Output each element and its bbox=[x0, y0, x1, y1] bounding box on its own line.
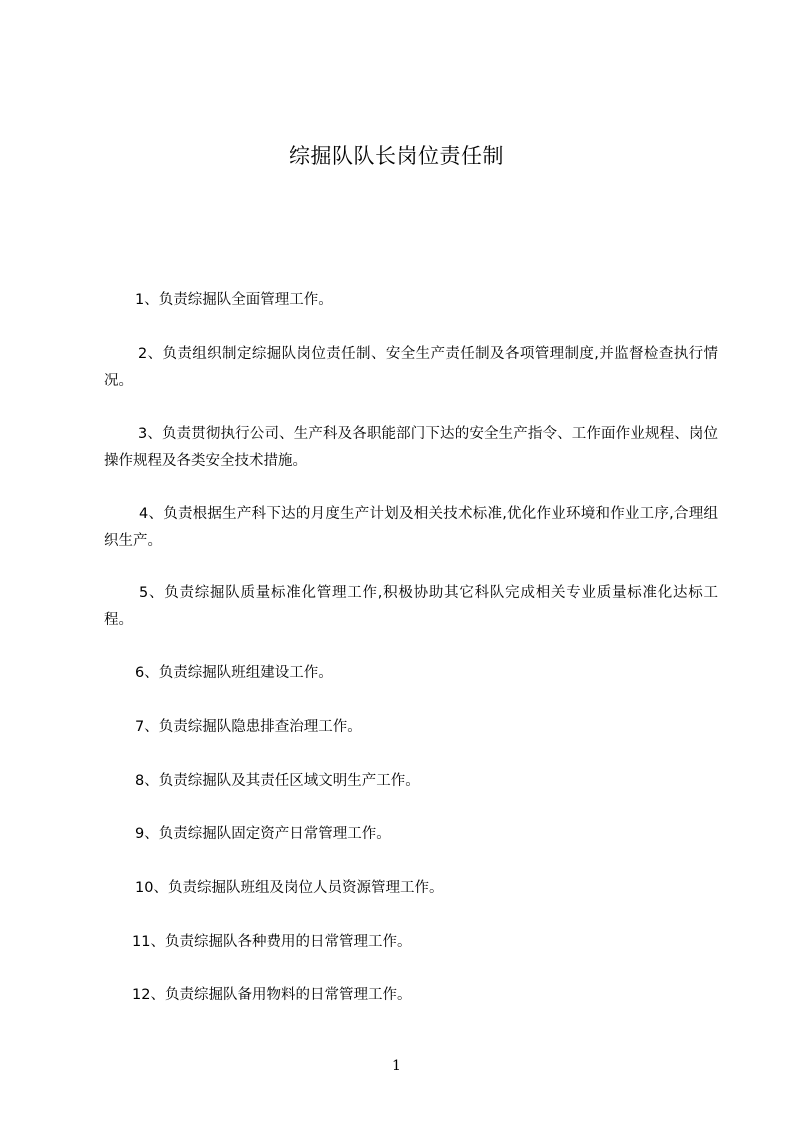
list-item: 1、负责综掘队全面管理工作。 bbox=[135, 292, 333, 308]
list-item: 8、负责综掘队及其责任区域文明生产工作。 bbox=[135, 773, 420, 789]
list-item: 6、负责综掘队班组建设工作。 bbox=[135, 665, 333, 681]
list-item: 5、负责综掘队质量标准化管理工作,积极协助其它科队完成相关专业质量标准化达标工程。 bbox=[104, 585, 718, 628]
list-item: 9、负责综掘队固定资产日常管理工作。 bbox=[135, 826, 391, 842]
list-item: 7、负责综掘队隐患排查治理工作。 bbox=[135, 719, 362, 735]
list-item: 10、负责综掘队班组及岗位人员资源管理工作。 bbox=[135, 880, 444, 896]
list-item: 2、负责组织制定综掘队岗位责任制、安全生产责任制及各项管理制度,并监督检查执行情况。 bbox=[104, 346, 718, 389]
list-item: 3、负责贯彻执行公司、生产科及各职能部门下达的安全生产指令、工作面作业规程、岗位操作规程及各类安全技术措施。 bbox=[104, 426, 718, 469]
list-item: 4、负责根据生产科下达的月度生产计划及相关技术标准,优化作业环境和作业工序,合理组织生产。 bbox=[104, 506, 718, 549]
document-title: 综掘队队长岗位责任制 bbox=[289, 144, 504, 168]
page-number: 1 bbox=[392, 1058, 401, 1074]
list-item: 12、负责综掘队备用物料的日常管理工作。 bbox=[132, 987, 412, 1003]
list-item: 11、负责综掘队各种费用的日常管理工作。 bbox=[132, 934, 412, 950]
